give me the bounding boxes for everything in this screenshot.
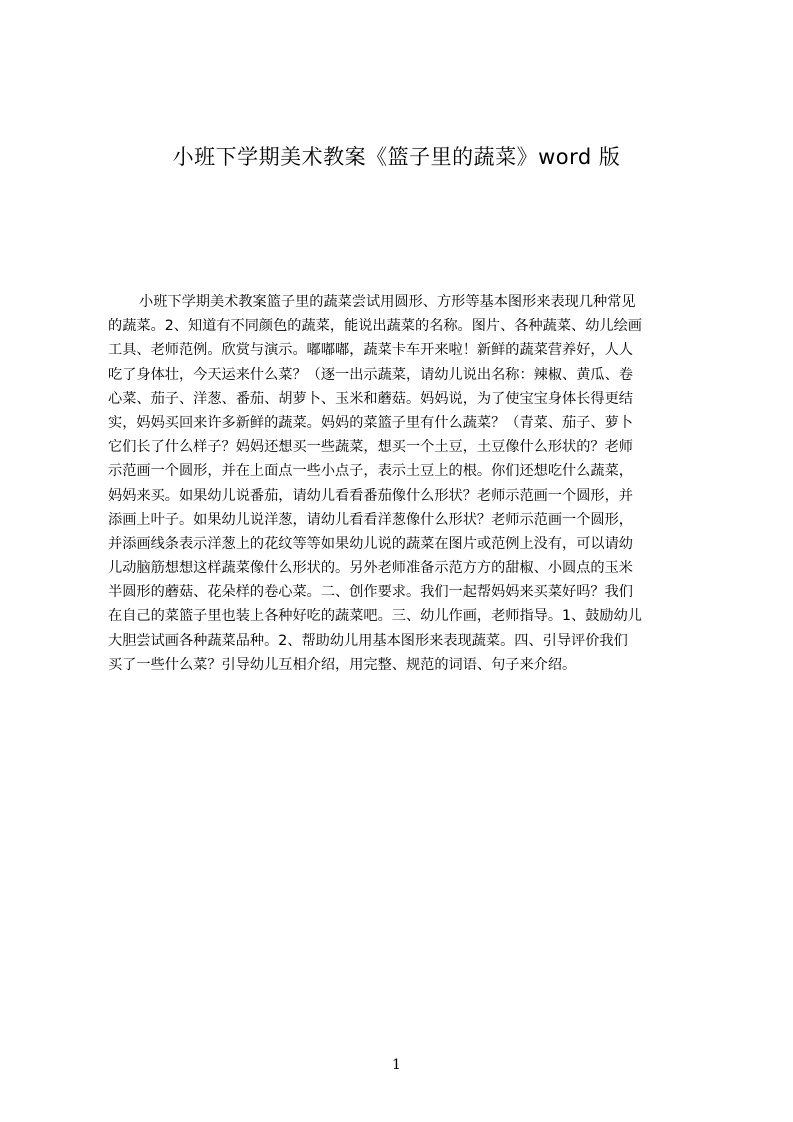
body-line: 买了一些什么菜？引导幼儿互相介绍，用完整、规范的词语、句子来介绍。: [108, 656, 577, 673]
body-line: 并添画线条表示洋葱上的花纹等等如果幼儿说的蔬菜在图片或范例上没有，可以请幼: [108, 535, 633, 552]
body-line: 示范画一个圆形，并在上面点一些小点子，表示土豆上的根。你们还想吃什么蔬菜，: [108, 463, 633, 480]
page-number: 1: [392, 1057, 401, 1073]
body-line: 妈妈来买。如果幼儿说番茄，请幼儿看看番茄像什么形状？老师示范画一个圆形，并: [108, 487, 633, 504]
body-line: 儿动脑筋想想这样蔬菜像什么形状的。另外老师准备示范方方的甜椒、小圆点的玉米: [108, 560, 633, 577]
body-line: 添画上叶子。如果幼儿说洋葱，请幼儿看看洋葱像什么形状？老师示范画一个圆形，: [108, 511, 633, 528]
body-line: 实，妈妈买回来许多新鲜的蔬菜。妈妈的菜篮子里有什么蔬菜？（青菜、茄子、萝卜: [108, 414, 633, 431]
body-line: 工具、老师范例。欣赏与演示。嘟嘟嘟，蔬菜卡车开来啦！新鲜的蔬菜营养好，人人: [108, 342, 633, 359]
document-body: [108, 290, 698, 720]
body-line: 大胆尝试画各种蔬菜品种。2、帮助幼儿用基本图形来表现蔬菜。四、引导评价我们: [108, 632, 628, 649]
body-line: 心菜、茄子、洋葱、番茄、胡萝卜、玉米和蘑菇。妈妈说，为了使宝宝身体长得更结: [108, 390, 633, 407]
document-title: 小班下学期美术教案《篮子里的蔬菜》word 版: [172, 145, 621, 169]
body-line: 它们长了什么样子？妈妈还想买一些蔬菜，想买一个土豆，土豆像什么形状的？老师: [108, 439, 633, 456]
body-line: 吃了身体壮，今天运来什么菜？（逐一出示蔬菜，请幼儿说出名称：辣椒、黄瓜、卷: [108, 366, 633, 383]
body-line: 半圆形的蘑菇、花朵样的卷心菜。二、创作要求。我们一起帮妈妈来买菜好吗？我们: [108, 584, 633, 601]
body-line: 在自己的菜篮子里也装上各种好吃的蔬菜吧。三、幼儿作画，老师指导。1、鼓励幼儿: [108, 608, 642, 625]
body-line: 小班下学期美术教案篮子里的蔬菜尝试用圆形、方形等基本图形来表现几种常见: [139, 294, 636, 310]
body-line: 的蔬菜。2、知道有不同颜色的蔬菜，能说出蔬菜的名称。图片、各种蔬菜、幼儿绘画: [108, 318, 642, 335]
